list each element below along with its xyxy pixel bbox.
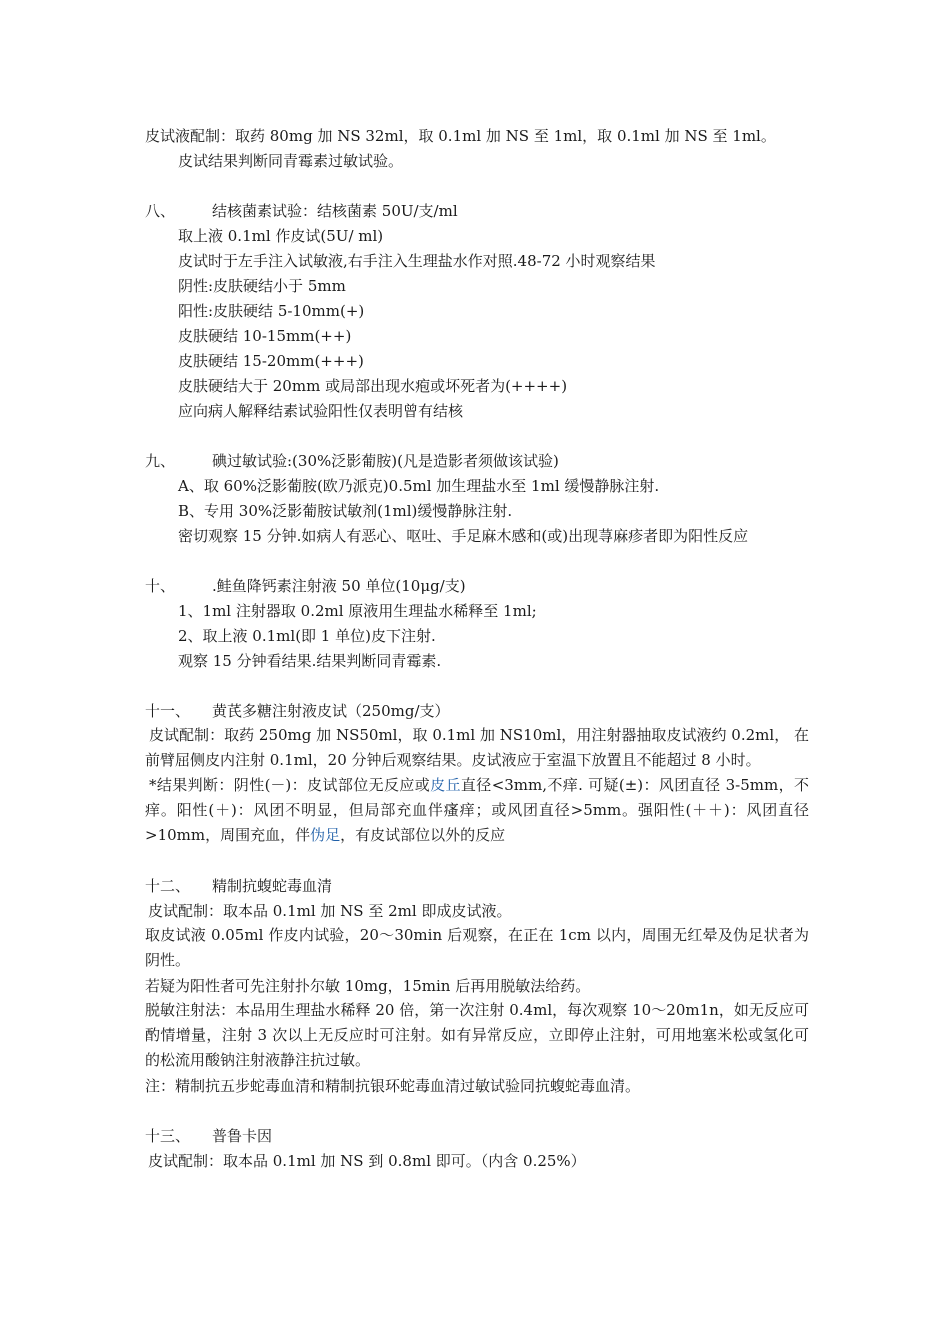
section-9-number: 九、 [145, 452, 176, 470]
section-10-title: .鲑鱼降钙素注射液 50 单位(10μg/支) [212, 577, 466, 595]
section-8-line: 取上液 0.1ml 作皮试(5U/ ml) [178, 227, 384, 245]
section-12-title: 精制抗蝮蛇毒血清 [212, 877, 333, 895]
section-8-line: 应向病人解释结素试验阳性仅表明曾有结核 [178, 402, 464, 420]
section-12-prep-line: 皮试配制：取本品 0.1ml 加 NS 至 2ml 即成皮试液。 [148, 902, 512, 920]
section-13-prep-line: 皮试配制：取本品 0.1ml 加 NS 到 0.8ml 即可。（内含 0.25%） [148, 1152, 586, 1170]
section-11-number: 十一、 [145, 702, 191, 720]
section-8-line: 皮肤硬结大于 20mm 或局部出现水疱或坏死者为(++++) [178, 377, 568, 395]
section-8-line: 皮肤硬结 10-15mm(++) [178, 327, 352, 345]
section-9-line: 密切观察 15 分钟.如病人有恶心、呕吐、手足麻木感和(或)出现荨麻疹者即为阳性反应 [178, 527, 749, 545]
section-13-title: 普鲁卡因 [212, 1127, 273, 1145]
wheal-link[interactable]: 皮丘 [430, 776, 461, 794]
section-10-line: 1、1ml 注射器取 0.2ml 原液用生理盐水稀释至 1ml; [178, 602, 537, 620]
section-11-prep-paragraph: 皮试配制：取药 250mg 加 NS50ml，取 0.1ml 加 NS10ml，用注射器抽取皮试液约 0.2ml， 在前臂屈侧皮内注射 0.1ml，20 分钟后观察结果。皮试液应于室温下放置且不能超过 8 小时。 [145, 726, 809, 769]
section-8-line: 皮试时于左手注入试敏液,右手注入生理盐水作对照.48-72 小时观察结果 [178, 252, 656, 270]
skin-test-result-line: 皮试结果判断同青霉素过敏试验。 [178, 152, 404, 170]
section-11-result-text: ，有皮试部位以外的反应 [340, 826, 506, 844]
section-11-result-text: *结果判断：阴性(－)：皮试部位无反应或 [149, 776, 431, 794]
section-8-line: 皮肤硬结 15-20mm(+++) [178, 352, 364, 370]
section-10-line: 观察 15 分钟看结果.结果判断同青霉素. [178, 652, 442, 670]
skin-test-prep-line: 皮试液配制：取药 80mg 加 NS 32ml，取 0.1ml 加 NS 至 1ml，取 0.1ml 加 NS 至 1ml。 [145, 127, 776, 145]
section-12-suspect-line: 若疑为阳性者可先注射扑尔敏 10mg，15min 后再用脱敏法给药。 [145, 977, 591, 995]
section-9-line: A、取 60%泛影葡胺(欧乃派克)0.5ml 加生理盐水至 1ml 缓慢静脉注射. [178, 477, 660, 495]
section-8-number: 八、 [145, 202, 176, 220]
section-12-test-paragraph: 取皮试液 0.05ml 作皮内试验，20～30min 后观察，在正在 1cm 以内，周围无红晕及伪足状者为阴性。 [145, 926, 809, 969]
section-12-number: 十二、 [145, 877, 191, 895]
section-12-note-line: 注：精制抗五步蛇毒血清和精制抗银环蛇毒血清过敏试验同抗蝮蛇毒血清。 [145, 1077, 641, 1095]
section-10-line: 2、取上液 0.1ml(即 1 单位)皮下注射. [178, 627, 436, 645]
section-12-desensitize-paragraph: 脱敏注射法：本品用生理盐水稀释 20 倍，第一次注射 0.4ml，每次观察 10～20m1n，如无反应可酌情增量，注射 3 次以上无反应时可注射。如有异常反应，立即停止注射，可用地塞米松或氢化可的松流用酸钠注射液静注抗过敏。 [145, 1001, 809, 1069]
section-13-number: 十三、 [145, 1127, 191, 1145]
section-9-title: 碘过敏试验:(30%泛影葡胺)(凡是造影者须做该试验) [212, 452, 559, 470]
section-11-result-paragraph [145, 773, 809, 848]
section-8-line: 阳性:皮肤硬结 5-10mm(+) [178, 302, 365, 320]
section-8-title: 结核菌素试验：结核菌素 50U/支/ml [212, 202, 458, 220]
section-9-line: B、专用 30%泛影葡胺试敏剂(1ml)缓慢静脉注射. [178, 502, 513, 520]
pseudopod-link[interactable]: 伪足 [310, 826, 341, 844]
section-11-result-text: 直径<3mm,不痒. 可疑(±)：风团直径 3-5mm，不痒。阳性(＋)：风团不明显，但局部充血伴瘙痒；或风团直径>5mm。强阳性(＋＋)：风团直径>10mm，周围充血，伴 [145, 776, 809, 844]
section-8-line: 阴性:皮肤硬结小于 5mm [178, 277, 346, 295]
section-10-number: 十、 [145, 577, 176, 595]
section-11-title: 黄芪多糖注射液皮试（250mg/支） [212, 702, 450, 720]
